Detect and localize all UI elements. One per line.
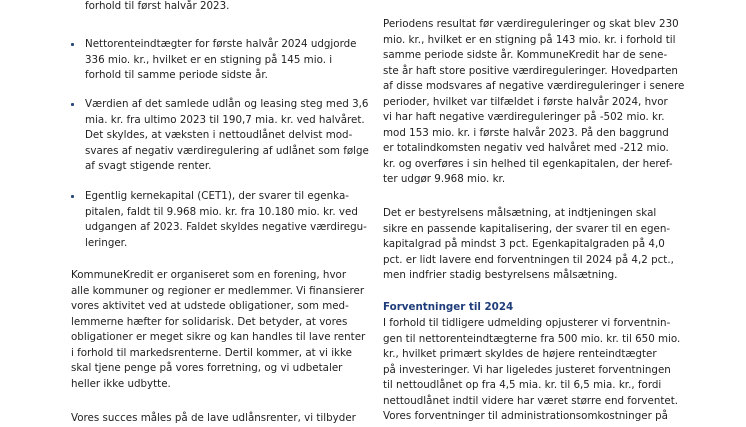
text-line: mio. kr., hvilket er en stigning på 143 mio. kr. i forhold til [383, 33, 676, 46]
paragraph-organization [71, 268, 365, 392]
paragraph-board-goal [383, 206, 674, 284]
text-line: skal tjene penge på vores forretning, og vi udbetaler [71, 362, 343, 374]
text-line: ter udgør 9.968 mio. kr. [383, 173, 506, 185]
bullet-icon [71, 43, 74, 46]
text-line: Vores forventninger til administrationsomkostninger på [383, 410, 668, 422]
bullet-icon [71, 195, 74, 198]
text-line: nettoudlånet indtil videre har været større end forventet. [383, 394, 679, 407]
text-line: lemmerne hæfter for solidarisk. Det betyder, at vores [71, 315, 348, 328]
text-line: til nettoudlånet op fra 4,5 mia. kr. til 6,5 mia. kr., fordi [383, 379, 662, 391]
text-line: forhold til først halvår 2023. [85, 0, 230, 12]
text-line: perioder, hvilket var tilfældet i første halvår 2024, hvor [383, 95, 668, 108]
text-line: kapitalgrad på mindst 3 pct. Egenkapitalgraden på 4,0 [383, 238, 665, 250]
text-line: svares af negativ værdiregulering af udlånet som følge [85, 144, 369, 157]
text-line: mia. kr. fra ultimo 2023 til 190,7 mia. kr. ved halvåret. [85, 113, 365, 126]
text-line: Det skyldes, at væksten i nettoudlånet delvist mod- [85, 129, 353, 141]
text-line: mod 153 mio. kr. i første halvår 2023. På den baggrund [383, 126, 669, 139]
text-line: samme periode sidste år. KommuneKredit har de sene- [383, 49, 668, 61]
bullet-continuation [85, 0, 229, 15]
text-line: Nettorenteindtægter for første halvår 2024 udgjorde [85, 38, 357, 50]
text-line: heller ikke udbytte. [71, 377, 171, 390]
text-line: ste år haft store positive værdireguleringer. Hovedparten [383, 64, 678, 77]
text-line: på investeringer. Vi har ligeledes justeret forventningen [383, 363, 671, 376]
text-line: gen til nettorenteindtægterne fra 500 mio. kr. til 650 mio. [383, 332, 681, 345]
text-line: I forhold til tidligere udmelding opjusterer vi forventnin- [383, 317, 671, 329]
text-line: pct. er lidt lavere end forventningen til 2024 på 4,2 pct., [383, 253, 674, 266]
text-line: kr. og overføres i sin helhed til egenkapitalen, der heref- [383, 157, 673, 170]
text-line: Egentlig kernekapital (CET1), der svarer til egenka- [85, 190, 349, 202]
text-line: forhold til samme periode sidste år. [85, 69, 268, 81]
text-line: vi har haft negative værdireguleringer på -502 mio. kr. [383, 111, 665, 123]
text-line: i forhold til markedsrenterne. Dertil kommer, at vi ikke [71, 346, 352, 359]
text-line: Det er bestyrelsens målsætning, at indtjeningen skal [383, 207, 657, 219]
text-line: kr., hvilket primært skyldes de højere renteindtægter [383, 348, 657, 360]
text-line: Periodens resultat før værdireguleringer og skat blev 230 [383, 18, 679, 30]
text-line: obligationer er meget sikre og kan handles til lave renter [71, 331, 366, 343]
text-line: Vores succes måles på de lave udlånsrenter, vi tilbyder [71, 412, 356, 424]
text-line: Værdien af det samlede udlån og leasing steg med 3,6 [85, 98, 369, 110]
section-heading-expectations [383, 300, 513, 316]
text-line: KommuneKredit er organiseret som en forening, hvor [71, 269, 347, 281]
text-line: udgangen af 2023. Faldet skyldes negative værdiregu- [85, 221, 367, 233]
text-line: af svagt stigende renter. [85, 160, 212, 172]
text-line: pitalen, faldt til 9.968 mio. kr. fra 10.180 mio. kr. ved [85, 205, 358, 218]
paragraph-expectations [383, 316, 680, 425]
text-line: leringer. [85, 236, 128, 249]
bullet-icon [71, 103, 74, 106]
paragraph-result [383, 17, 684, 188]
text-line: vores aktivitet ved at udstede obligationer, som med- [71, 300, 349, 312]
text-line: alle kommuner og regioner er medlemmer. Vi finansierer [71, 284, 365, 297]
heading-text: Forventninger til 2024 [383, 301, 514, 313]
text-line: 336 mio. kr., hvilket er en stigning på 145 mio. i [85, 53, 333, 66]
text-line: af disse modsvares af negative værdireguleringer i senere [383, 80, 685, 92]
text-line: sikre en passende kapitalisering, der svarer til en egen- [383, 222, 671, 235]
text-line: er totalindkomsten negativ ved halvåret med -212 mio. [383, 142, 669, 154]
text-line: men indfrier stadig bestyrelsens målsætning. [383, 269, 618, 281]
